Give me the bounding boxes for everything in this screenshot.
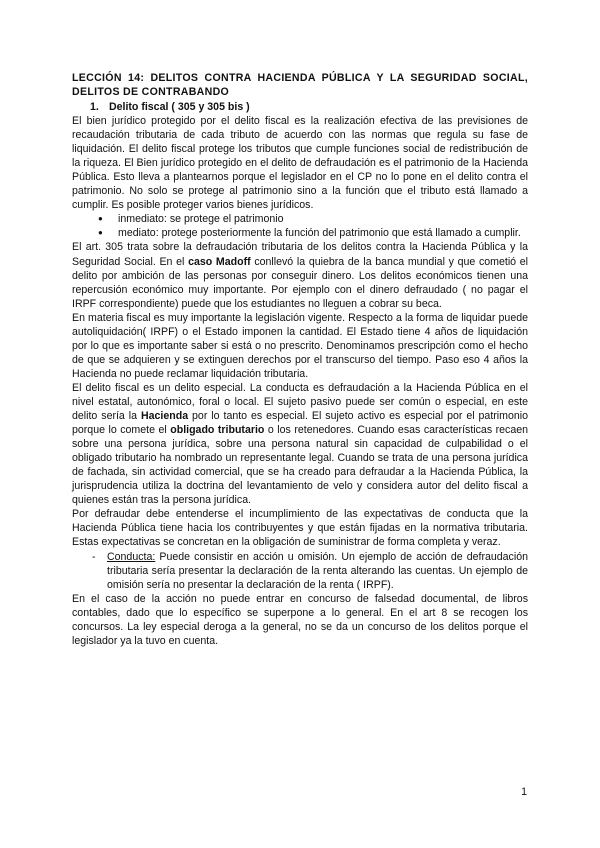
- bullet-item: ● inmediato: se protege el patrimonio: [98, 212, 528, 226]
- dash-list-item: [72, 550, 528, 592]
- paragraph-4-text: por lo tanto es especial. El sujeto activo es especial por el patrimonio porque lo comete el: [72, 410, 529, 437]
- bold-term-caso-madoff: caso Madoff: [188, 255, 251, 268]
- paragraph-5: Por defraudar debe entenderse el incumplimiento de las expectativas de conducta que la Hacienda Pública tiene hacia los contribuyentes y que están fijadas en la normativa tributaria. Estas expectativas se concretan en la obligación de suministrar de forma completa y veraz.: [72, 508, 528, 549]
- bullet-item: ● mediato: protege posteriormente la función del patrimonio que está llamado a cumplir.: [98, 226, 528, 240]
- section-heading: [90, 100, 528, 114]
- document-body: [72, 71, 528, 648]
- paragraph-4-text: o los retenedores. Cuando esas características recaen sobre una persona jurídica, sobre una persona natural sin capacidad de culpabilidad o el obligado tributario ha nombrado un representante legal. Cuando se trata de una persona jurídica de fachada, sin actividad comercial, que se ha creado para defraudar a la Hacienda Pública, la jurisprudencia utiliza la doctrina del levantamiento de velo y considera autor del delito fiscal a quienes están tras la persona jurídica.: [72, 424, 529, 507]
- section-heading-text: Delito fiscal ( 305 y 305 bis ): [108, 101, 250, 113]
- lesson-title: LECCIÓN 14: DELITOS CONTRA HACIENDA PÚBLICA Y LA SEGURIDAD SOCIAL, DELITOS DE CONTRABANDO: [72, 72, 528, 98]
- bold-term-hacienda: Hacienda: [140, 410, 189, 423]
- paragraph-4: [72, 381, 528, 507]
- paragraph-1: El bien jurídico protegido por el delito fiscal es la realización efectiva de las previsiones de recaudación tributaria de cada tributo de acuerdo con las normas que regula su fase de liquidación. El delito fiscal protege los tributos que cumple funciones social de redistribución de la riqueza. El Bien jurídico protegido en el delito de defraudación es el patrimonio de la Hacienda Pública. Esto lleva a plantearnos porque el legislador en el CP no lo pone en el delito contra el patrimonio. No solo se protege al patrimonio sino a la función que el tributo está llamado a cumplir. Es posible proteger varios bienes jurídicos.: [72, 115, 528, 212]
- paragraph-2-text: conllevó la quiebra de la banca mundial y que cometió el delito por ambición de las personas por conseguir dinero. Los delitos económicos tienen una repercusión económico muy importante. Por ejemplo con el dinero defraudado ( no pagar el IRPF correspondiente) puede que los estudiantes no lleguen a cobrar su beca.: [72, 255, 529, 310]
- bold-term-obligado-tributario: obligado tributario: [170, 424, 265, 437]
- bullet-list: [72, 212, 528, 240]
- dash-marker: -: [92, 550, 96, 563]
- conducta-text: Puede consistir en acción u omisión. Un ejemplo de acción de defraudación tributaria sería presentar la declaración de la renta alterando las cuentas. Un ejemplo de omisión sería no presentar la declaración de la renta ( IRPF).: [107, 550, 528, 591]
- paragraph-2-text: El art. 305 trata sobre la defraudación tributaria de los delitos contra la Hacienda Pública y la Seguridad Social. En el: [72, 241, 528, 268]
- conducta-label: Conducta:: [107, 550, 156, 563]
- paragraph-3: En materia fiscal es muy importante la legislación vigente. Respecto a la forma de liquidar puede autoliquidación( IRPF) o el Estado imponen la cantidad. El Estado tiene 4 años de liquidación por lo que es importante saber si está o no prescrito. Denominamos prescripción como el hecho de que se adquieren y se extinguen derechos por el transcurso del tiempo. Paso eso 4 años la Hacienda no puede reclamar liquidación tributaria.: [72, 311, 528, 380]
- section-number: 1.: [90, 101, 99, 113]
- page-number: 1: [521, 786, 527, 798]
- paragraph-2: [72, 240, 528, 310]
- paragraph-4-text: El delito fiscal es un delito especial. La conducta es defraudación a la Hacienda Pública en el nivel estatal, autonómico, foral o local. El sujeto pasivo puede ser común o especial, en este delito sería la: [72, 381, 528, 423]
- paragraph-6: En el caso de la acción no puede entrar en concurso de falsedad documental, de libros contables, dado que lo específico se superpone a lo general. En el art 8 se recogen los concursos. La ley especial deroga a la general, no se da un concurso de los delitos porque el legislador ya la tuvo en cuenta.: [72, 592, 528, 647]
